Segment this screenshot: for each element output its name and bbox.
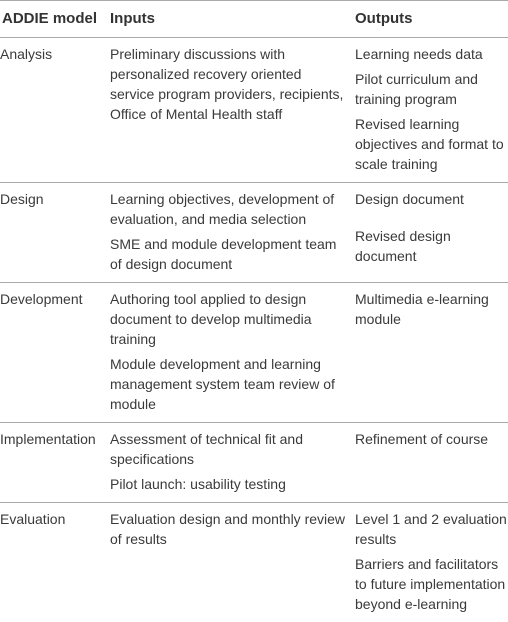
output-item: Pilot curriculum and training program bbox=[355, 69, 508, 109]
input-item: SME and module development team of design document bbox=[110, 234, 355, 274]
inputs-cell bbox=[110, 423, 355, 503]
output-item: Refinement of course bbox=[355, 429, 508, 449]
input-item: Authoring tool applied to design document to develop multimedia training bbox=[110, 289, 355, 349]
table-row bbox=[0, 38, 508, 183]
outputs-cell bbox=[355, 503, 508, 622]
inputs-cell bbox=[110, 183, 355, 283]
model-cell: Implementation bbox=[0, 423, 110, 503]
output-item: Multimedia e-learning module bbox=[355, 289, 508, 329]
inputs-cell bbox=[110, 503, 355, 622]
table-row bbox=[0, 183, 508, 283]
input-item: Module development and learning management system team review of module bbox=[110, 354, 355, 414]
output-item: Barriers and facilitators to future implementation beyond e-learning bbox=[355, 554, 508, 614]
outputs-cell bbox=[355, 283, 508, 423]
output-item: Revised design document bbox=[355, 226, 508, 266]
header-outputs: Outputs bbox=[355, 1, 508, 38]
header-row bbox=[0, 1, 508, 38]
model-cell: Analysis bbox=[0, 38, 110, 183]
model-cell: Development bbox=[0, 283, 110, 423]
inputs-cell bbox=[110, 38, 355, 183]
table-header bbox=[0, 1, 508, 38]
input-item: Assessment of technical fit and specifications bbox=[110, 429, 355, 469]
header-addie-model: ADDIE model bbox=[0, 1, 110, 38]
outputs-cell bbox=[355, 183, 508, 283]
table-row bbox=[0, 503, 508, 622]
table-body bbox=[0, 38, 508, 622]
outputs-cell bbox=[355, 38, 508, 183]
input-item: Evaluation design and monthly review of results bbox=[110, 509, 355, 549]
output-item: Design document bbox=[355, 189, 508, 209]
model-cell: Evaluation bbox=[0, 503, 110, 622]
table-row bbox=[0, 423, 508, 503]
output-item: Level 1 and 2 evaluation results bbox=[355, 509, 508, 549]
input-item: Preliminary discussions with personalized recovery oriented service program providers, recipients, Office of Mental Health staff bbox=[110, 44, 355, 124]
output-item: Revised learning objectives and format to scale training bbox=[355, 114, 508, 174]
outputs-cell bbox=[355, 423, 508, 503]
inputs-cell bbox=[110, 283, 355, 423]
input-item: Learning objectives, development of evaluation, and media selection bbox=[110, 189, 355, 229]
header-inputs: Inputs bbox=[110, 1, 355, 38]
table-row bbox=[0, 283, 508, 423]
output-item: Learning needs data bbox=[355, 44, 508, 64]
model-cell: Design bbox=[0, 183, 110, 283]
input-item: Pilot launch: usability testing bbox=[110, 474, 355, 494]
